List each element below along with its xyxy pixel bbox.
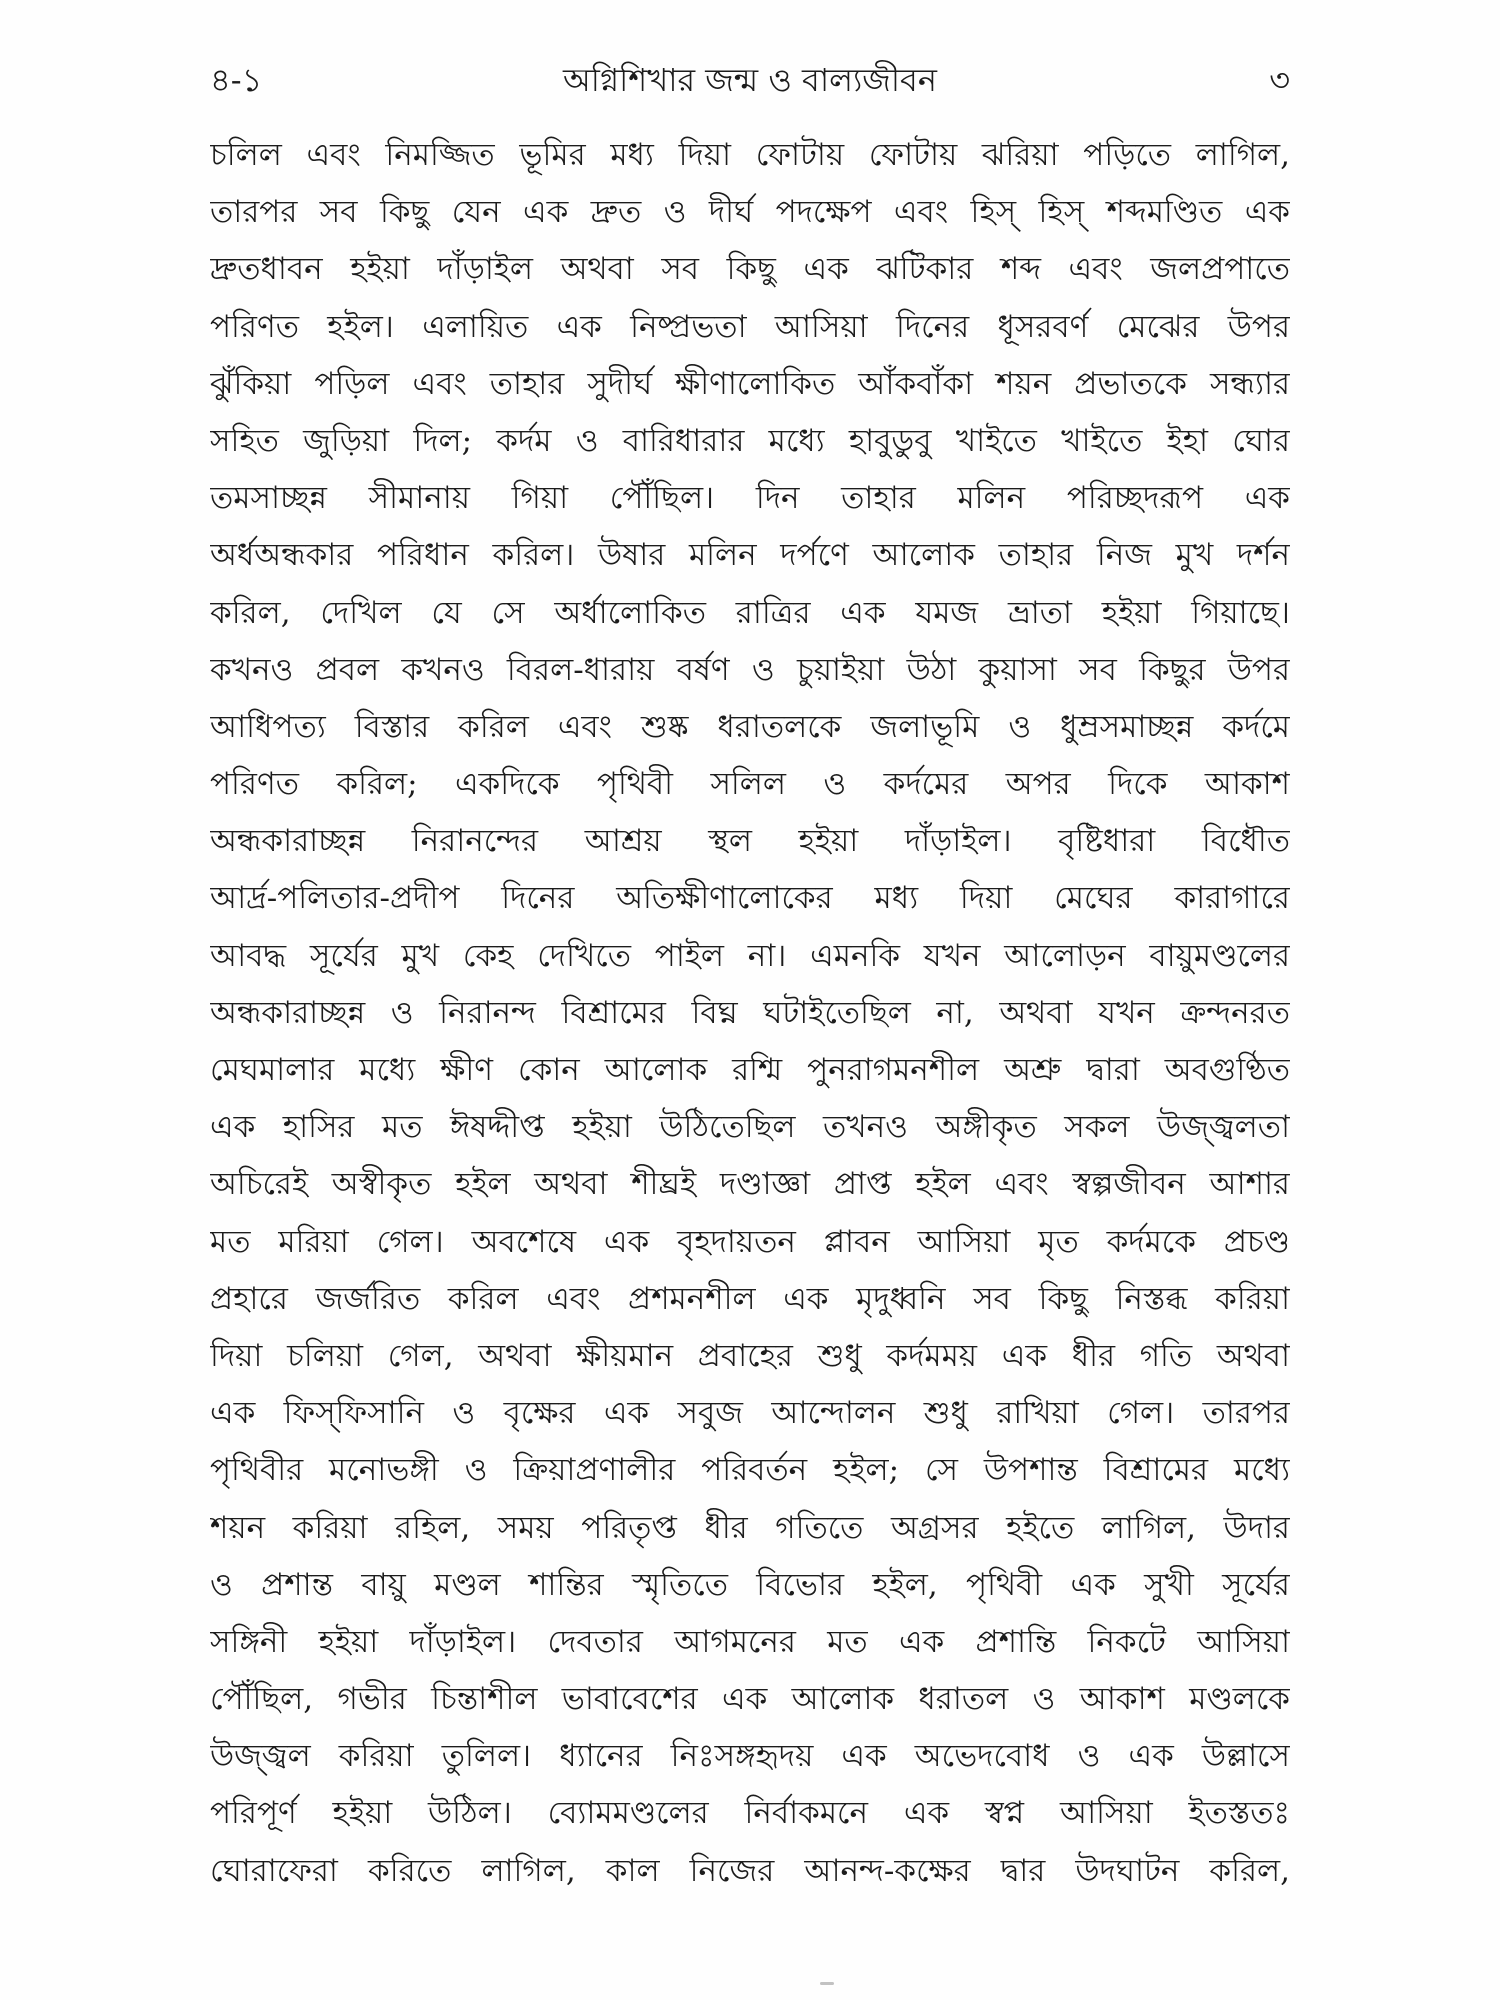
text-line: দিয়া চলিয়া গেল, অথবা ক্ষীয়মান প্রবাহের শুধু কর্দমময় এক ধীর গতি অথবা: [210, 1337, 1290, 1374]
text-line: প্রহারে জর্জরিত করিল এবং প্রশমনশীল এক মৃদুধ্বনি সব কিছু নিস্তব্ধ করিয়া: [210, 1280, 1290, 1317]
chapter-title: অগ্নিশিখার জন্ম ও বাল্যজীবন: [563, 61, 937, 99]
text-line: আধিপত্য বিস্তার করিল এবং শুষ্ক ধরাতলকে জলাভূমি ও ধুম্রসমাচ্ছন্ন কর্দমে: [210, 708, 1290, 745]
text-line: চলিল এবং নিমজ্জিত ভূমির মধ্য দিয়া ফোটায় ফোটায় ঝরিয়া পড়িতে লাগিল,: [210, 137, 1290, 173]
text-line: তমসাচ্ছন্ন সীমানায় গিয়া পৌঁছিল। দিন তাহার মলিন পরিচ্ছদরূপ এক: [210, 480, 1290, 517]
text-line: পরিপূর্ণ হইয়া উঠিল। ব্যোমমণ্ডলের নির্বাকমনে এক স্বপ্ন আসিয়া ইতস্ততঃ: [210, 1795, 1290, 1832]
text-line: এক ফিস্‌ফিসানি ও বৃক্ষের এক সবুজ আন্দোলন শুধু রাখিয়া গেল। তারপর: [210, 1395, 1290, 1432]
text-line: তারপর সব কিছু যেন এক দ্রুত ও দীর্ঘ পদক্ষেপ এবং হিস্ হিস্ শব্দমণ্ডিত এক: [210, 194, 1290, 231]
folio-left: ৪-১: [210, 61, 263, 99]
text-line: মেঘমালার মধ্যে ক্ষীণ কোন আলোক রশ্মি পুনরাগমনশীল অশ্রু দ্বারা অবগুণ্ঠিত: [210, 1052, 1290, 1088]
text-line: সঙ্গিনী হইয়া দাঁড়াইল। দেবতার আগমনের মত এক প্রশান্তি নিকটে আসিয়া: [210, 1623, 1290, 1660]
text-line: ও প্রশান্ত বায়ু মণ্ডল শান্তির স্মৃতিতে বিভোর হইল, পৃথিবী এক সুখী সূর্যের: [210, 1566, 1290, 1603]
text-line: পরিণত হইল। এলায়িত এক নিষ্প্রভতা আসিয়া দিনের ধূসরবর্ণ মেঝের উপর: [210, 308, 1290, 345]
text-line: সহিত জুড়িয়া দিল; কর্দম ও বারিধারার মধ্যে হাবুডুবু খাইতে খাইতে ইহা ঘোর: [210, 422, 1290, 459]
text-line: দ্রুতধাবন হইয়া দাঁড়াইল অথবা সব কিছু এক ঝটিকার শব্দ এবং জলপ্রপাতে: [210, 251, 1290, 288]
text-line: পৃথিবীর মনোভঙ্গী ও ক্রিয়াপ্রণালীর পরিবর্তন হইল; সে উপশান্ত বিশ্রামের মধ্যে: [210, 1452, 1290, 1489]
text-line: উজ্জ্বল করিয়া তুলিল। ধ্যানের নিঃসঙ্গহৃদয় এক অভেদবোধ ও এক উল্লাসে: [210, 1738, 1290, 1775]
text-line: পরিণত করিল; একদিকে পৃথিবী সলিল ও কর্দমের অপর দিকে আকাশ: [210, 766, 1290, 803]
text-line: অন্ধকারাচ্ছন্ন নিরানন্দের আশ্রয় স্থল হইয়া দাঁড়াইল। বৃষ্টিধারা বিধৌত: [210, 823, 1290, 860]
text-line: আবদ্ধ সূর্যের মুখ কেহ দেখিতে পাইল না। এমনকি যখন আলোড়ন বায়ুমণ্ডলের: [210, 937, 1290, 974]
text-line: অন্ধকারাচ্ছন্ন ও নিরানন্দ বিশ্রামের বিঘ্ন ঘটাইতেছিল না, অথবা যখন ক্রন্দনরত: [210, 994, 1290, 1031]
page-number: ৩: [1269, 61, 1290, 99]
text-line: করিল, দেখিল যে সে অর্ধালোকিত রাত্রির এক যমজ ভ্রাতা হইয়া গিয়াছে।: [210, 594, 1290, 631]
text-line: পৌঁছিল, গভীর চিন্তাশীল ভাবাবেশের এক আলোক ধরাতল ও আকাশ মণ্ডলকে: [210, 1681, 1290, 1718]
text-line: অর্ধঅন্ধকার পরিধান করিল। উষার মলিন দর্পণে আলোক তাহার নিজ মুখ দর্শন: [210, 537, 1290, 574]
running-header: [210, 50, 1290, 110]
text-line: শয়ন করিয়া রহিল, সময় পরিতৃপ্ত ধীর গতিতে অগ্রসর হইতে লাগিল, উদার: [210, 1509, 1290, 1546]
text-line: অচিরেই অস্বীকৃত হইল অথবা শীঘ্রই দণ্ডাজ্ঞা প্রাপ্ত হইল এবং স্বল্পজীবন আশার: [210, 1166, 1290, 1203]
text-line: মত মরিয়া গেল। অবশেষে এক বৃহদায়তন প্লাবন আসিয়া মৃত কর্দমকে প্রচণ্ড: [210, 1223, 1290, 1260]
body-text: [210, 127, 1290, 1900]
text-line: ঘোরাফেরা করিতে লাগিল, কাল নিজের আনন্দ-কক্ষের দ্বার উদঘাটন করিল,: [210, 1852, 1290, 1889]
text-line: আর্দ্র-পলিতার-প্রদীপ দিনের অতিক্ষীণালোকের মধ্য দিয়া মেঘের কারাগারে: [210, 880, 1290, 917]
text-line: ঝুঁকিয়া পড়িল এবং তাহার সুদীর্ঘ ক্ষীণালোকিত আঁকবাঁকা শয়ন প্রভাতকে সন্ধ্যার: [210, 365, 1290, 402]
text-line: এক হাসির মত ঈষদ্দীপ্ত হইয়া উঠিতেছিল তখনও অঙ্গীকৃত সকল উজ্জ্বলতা: [210, 1109, 1290, 1146]
text-line: কখনও প্রবল কখনও বিরল-ধারায় বর্ষণ ও চুয়াইয়া উঠা কুয়াসা সব কিছুর উপর: [210, 651, 1290, 688]
scan-smudge: [820, 1982, 834, 1985]
